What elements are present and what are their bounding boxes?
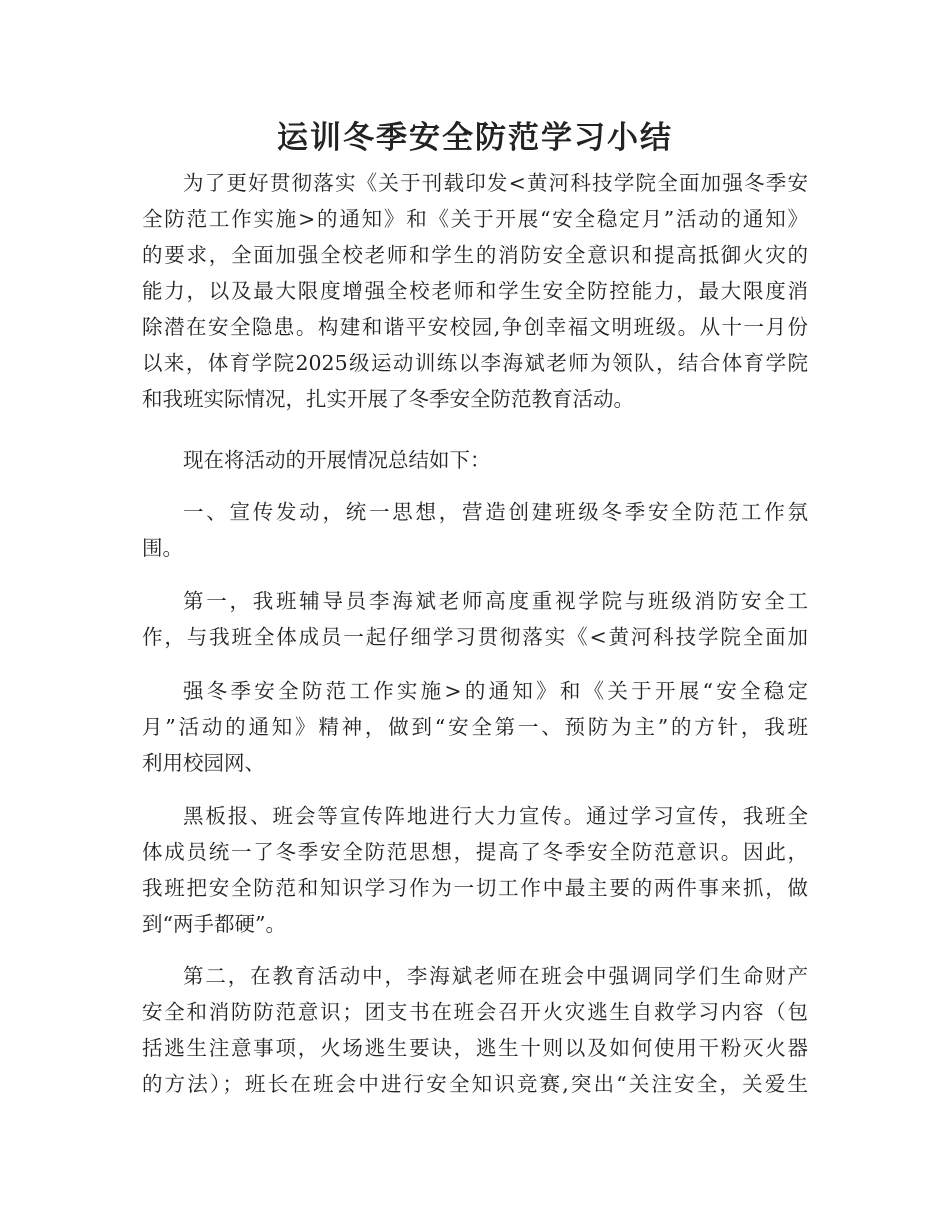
paragraph-section-one-heading [142, 494, 808, 566]
paragraph-second-point [142, 958, 808, 1102]
paragraph-line: 全防范工作实施>的通知》和《关于开展“安全稳定月”活动的通知》 [142, 207, 808, 231]
paragraph-line: 为了更好贯彻落实《关于刊载印发<黄河科技学院全面加强冬季安 [183, 171, 808, 195]
paragraph-first-point-continued [142, 673, 808, 781]
paragraph-line: 和我班实际情况，扎实开展了冬季安全防范教育活动。 [142, 387, 634, 411]
paragraph-line: 强冬季安全防范工作实施>的通知》和《关于开展“安全稳定 [183, 679, 808, 703]
paragraph-line: 安全和消防防范意识；团支书在班会召开火灾逃生自救学习内容（包 [142, 1000, 808, 1024]
paragraph-line: 体成员统一了冬季安全防范思想，提高了冬季安全防范意识。因此， [142, 840, 808, 864]
paragraph-summary-intro [142, 442, 808, 478]
paragraph-line: 月”活动的通知》精神，做到“安全第一、预防为主”的方针，我班 [142, 715, 808, 739]
paragraph-line: 围。 [142, 536, 183, 560]
paragraph-line: 的要求，全面加强全校老师和学生的消防安全意识和提高抵御火灾的 [142, 243, 808, 267]
paragraph-line: 第一，我班辅导员李海斌老师高度重视学院与班级消防安全工 [183, 589, 808, 613]
paragraph-line: 利用校园网、 [142, 751, 265, 775]
paragraph-line: 除潜在安全隐患。构建和谐平安校园,争创幸福文明班级。从十一月份 [142, 315, 808, 339]
paragraph-line: 现在将活动的开展情况总结如下： [183, 448, 491, 472]
paragraph-line: 到“两手都硬”。 [142, 912, 286, 936]
paragraph-line: 括逃生注意事项，火场逃生要诀，逃生十则以及如何使用干粉灭火器 [142, 1036, 808, 1060]
paragraph-line: 的方法）；班长在班会中进行安全知识竞赛,突出“关注安全，关爱生 [142, 1072, 808, 1096]
paragraph-first-point [142, 583, 808, 655]
document-title: 运训冬季安全防范学习小结 [277, 120, 673, 156]
paragraph-intro [142, 165, 808, 417]
paragraph-line: 一、宣传发动，统一思想，营造创建班级冬季安全防范工作氛 [183, 500, 808, 524]
paragraph-line: 作，与我班全体成员一起仔细学习贯彻落实《<黄河科技学院全面加 [142, 625, 808, 649]
paragraph-line: 第二，在教育活动中，李海斌老师在班会中强调同学们生命财产 [183, 964, 808, 988]
paragraph-line: 能力，以及最大限度增强全校老师和学生安全防控能力，最大限度消 [142, 279, 808, 303]
paragraph-line: 黑板报、班会等宣传阵地进行大力宣传。通过学习宣传，我班全 [183, 804, 808, 828]
paragraph-line: 我班把安全防范和知识学习作为一切工作中最主要的两件事来抓，做 [142, 876, 808, 900]
paragraph-publicity [142, 798, 808, 942]
paragraph-line: 以来，体育学院2025级运动训练以李海斌老师为领队，结合体育学院 [142, 351, 808, 375]
